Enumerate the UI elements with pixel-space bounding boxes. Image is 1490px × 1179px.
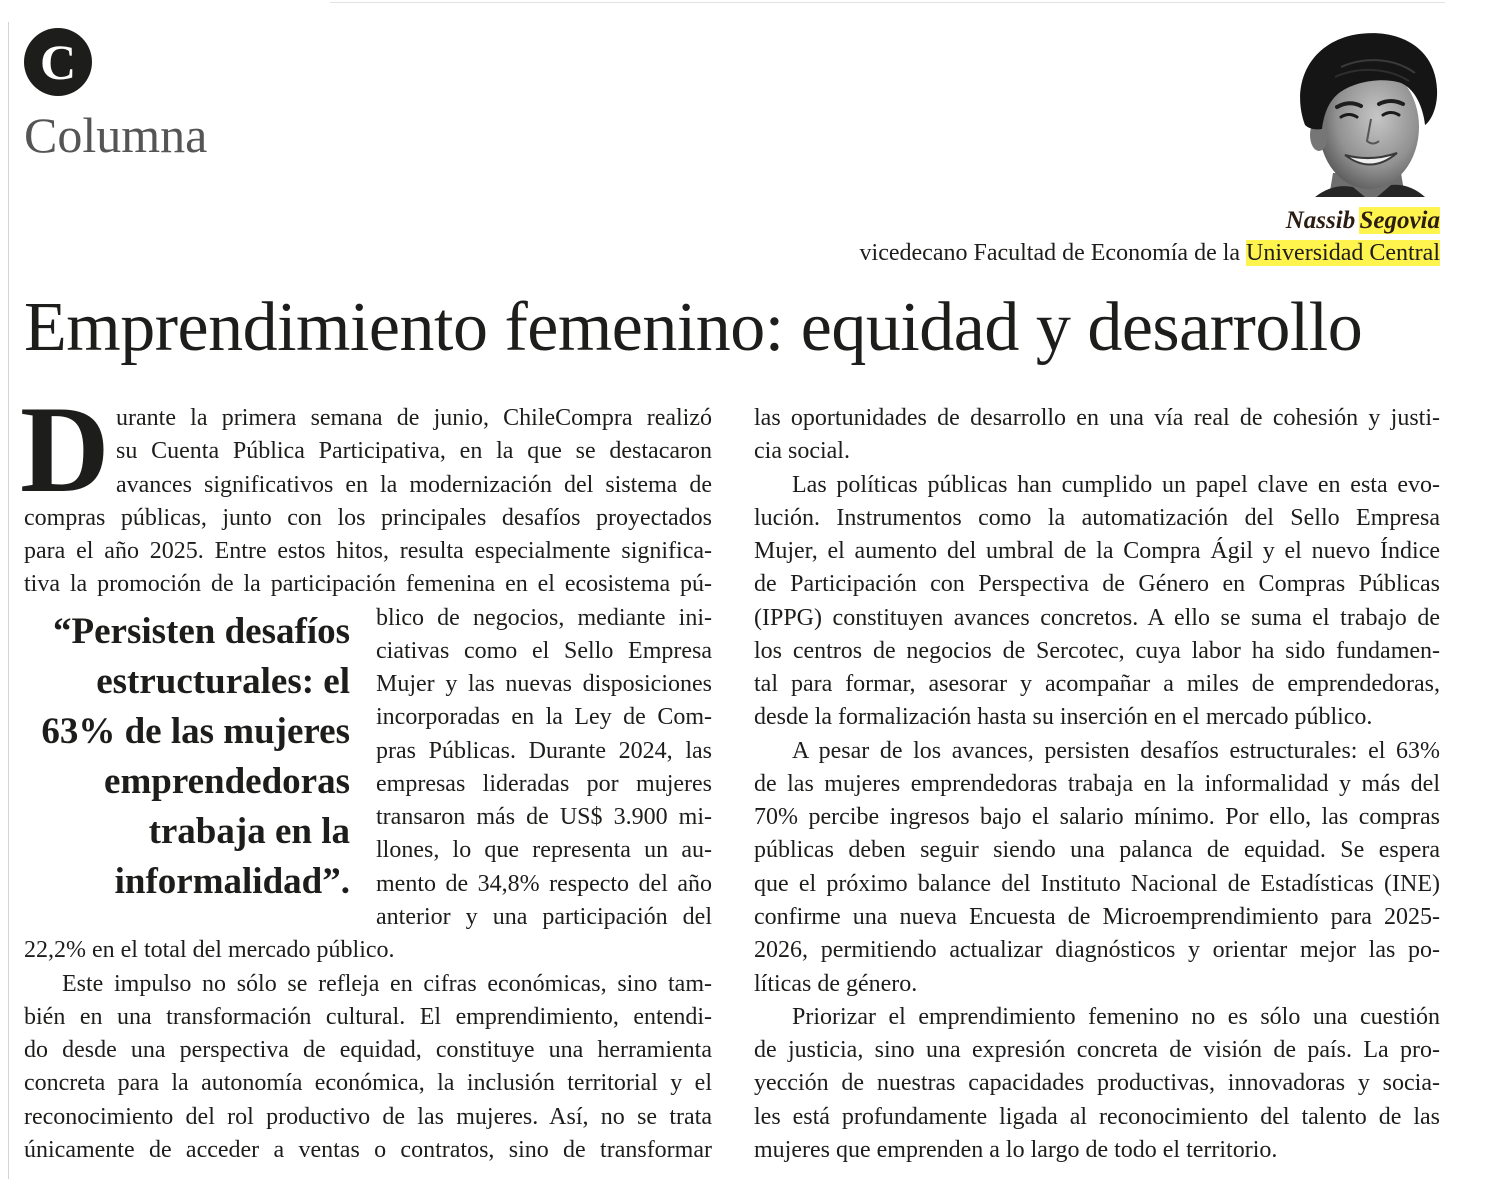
body-text-line: mujeres que emprenden a lo largo de todo el territorio. [754,1136,1278,1163]
author-name [1286,207,1440,235]
author-institution: Universidad Central [1246,240,1440,266]
author-title-text: vicedecano Facultad de Economía de la [859,240,1241,266]
body-text-line: transaron más de US$ 3.900 mi- [376,804,712,831]
section-badge-letter: C [39,34,77,90]
body-text-line: ciativas como el Sello Empresa [376,637,712,664]
body-text-line: compras públicas, junto con los principales desafíos proyectados [24,504,712,531]
body-text-line: do desde una perspectiva de equidad, constituye una herramienta [24,1037,712,1064]
pull-quote-line: estructurales: el [96,661,350,702]
body-text-line: llones, lo que representa un au- [376,837,712,864]
body-text-line: blico de negocios, mediante ini- [376,604,712,631]
body-column-right [754,402,1440,1167]
body-text-line: 70% percibe ingresos bajo el salario mínimo. Por ello, las compras [754,804,1440,831]
body-text-line: tal para formar, asesorar y acompañar a miles de emprendedoras, [754,671,1440,698]
author-first-name: Nassib [1285,207,1356,234]
body-text-line: Este impulso no sólo se refleja en cifras económicas, sino tam- [62,970,712,997]
author-last-name: Segovia [1359,207,1440,234]
pull-quote [24,607,350,907]
body-text-line: de las mujeres emprendedoras trabaja en la informalidad y más del [754,770,1440,797]
page-border-top [330,2,1445,3]
body-text-line: públicas deben seguir siendo una palanca de equidad. Se espera [754,837,1440,864]
body-text-line: que el próximo balance del Instituto Nacional de Estadísticas (INE) [754,870,1440,897]
body-text-line: para el año 2025. Entre estos hitos, resulta especialmente significa- [24,538,712,565]
page-border-left [8,22,9,1179]
body-text-line: A pesar de los avances, persisten desafíos estructurales: el 63% [792,737,1440,764]
body-text-line: tiva la promoción de la participación femenina en el ecosistema pú- [24,571,712,598]
pull-quote-line: “Persisten desafíos [53,611,350,652]
body-text-line: 22,2% en el total del mercado público. [24,937,395,964]
body-text-line: anterior y una participación del [376,903,712,930]
section-label: Columna [24,107,208,163]
body-text-line: Priorizar el emprendimiento femenino no es sólo una cuestión [792,1003,1440,1030]
body-text-line: yección de nuestras capacidades productivas, innovadoras y socia- [754,1070,1440,1097]
pull-quote-line: informalidad”. [114,861,350,902]
headline: Emprendimiento femenino: equidad y desarrollo [24,289,1363,366]
body-text-line: bién en una transformación cultural. El emprendimiento, entendi- [24,1003,712,1030]
body-text-line: confirme una nueva Encuesta de Microemprendimiento para 2025- [754,903,1440,930]
author-title [860,239,1440,267]
pull-quote-line: 63% de las mujeres [41,711,350,752]
body-text-line: líticas de género. [754,970,918,997]
body-text-line: empresas lideradas por mujeres [376,770,712,797]
body-text-line: lución. Instrumentos como la automatización del Sello Empresa [754,504,1440,531]
body-text-line: desde la formalización hasta su inserción en el mercado público. [754,704,1373,731]
body-text-line: concreta para la autonomía económica, la inclusión territorial y el [24,1070,712,1097]
body-text-line: Las políticas públicas han cumplido un papel clave en esta evo- [792,471,1440,498]
pull-quote-line: trabaja en la [148,811,350,852]
body-text-line: las oportunidades de desarrollo en una vía real de cohesión y justi- [754,405,1440,431]
body-text-line: avances significativos en la modernización del sistema de [116,471,712,498]
body-text-line: les está profundamente ligada al reconocimiento del talento de las [754,1103,1440,1130]
body-text-line: su Cuenta Pública Participativa, en la que se destacaron [116,438,712,465]
pull-quote-line: emprendedoras [104,761,350,802]
body-text-line: Mujer, el aumento del umbral de la Compra Ágil y el nuevo Índice [754,538,1440,565]
body-text-line: Mujer y las nuevas disposiciones [376,671,712,698]
body-text-line: de justicia, sino una expresión concreta de visión de país. La pro- [754,1037,1440,1064]
body-text-line: incorporadas en la Ley de Com- [376,704,712,731]
body-text-line: urante la primera semana de junio, ChileCompra realizó [116,405,712,431]
author-photo [1283,27,1443,197]
drop-cap: D [20,381,110,518]
body-text-line: los centros de negocios de Sercotec, cuya labor ha sido fundamen- [754,637,1440,664]
body-text-line: (IPPG) constituyen avances concretos. A ello se suma el trabajo de [754,604,1440,631]
body-text-line: reconocimiento del rol productivo de las mujeres. Así, no se trata [24,1103,712,1130]
section-badge [24,28,92,96]
body-text-line: mento de 34,8% respecto del año [376,870,712,897]
body-text-line: de Participación con Perspectiva de Género en Compras Públicas [754,571,1440,598]
body-text-line: cia social. [754,438,850,465]
body-text-line: únicamente de acceder a ventas o contratos, sino de transformar [24,1136,712,1163]
body-text-line: pras Públicas. Durante 2024, las [376,737,712,764]
body-text-line: 2026, permitiendo actualizar diagnósticos y orientar mejor las po- [754,937,1440,964]
